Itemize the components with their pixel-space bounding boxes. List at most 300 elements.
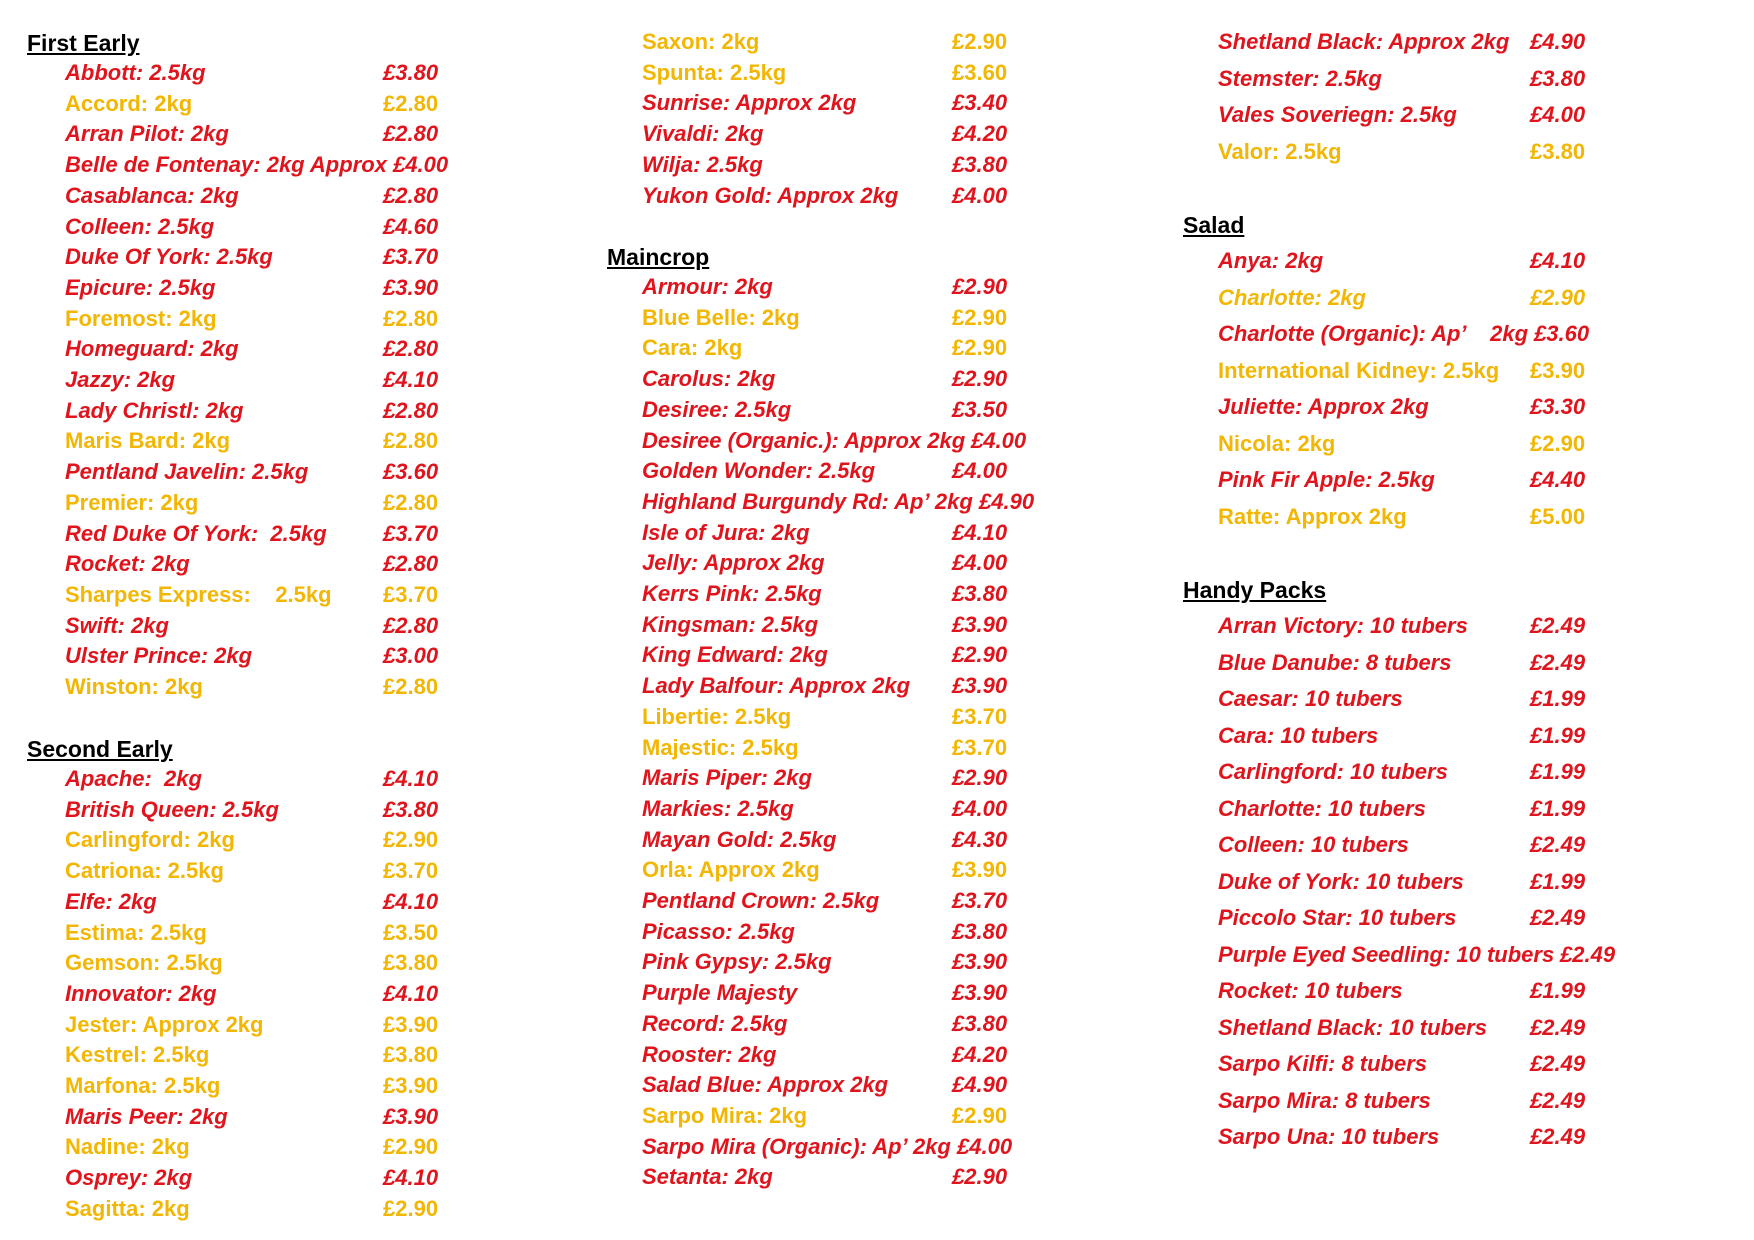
item-name: Colleen: 2.5kg [65, 213, 215, 239]
item-price: £1.99 [1530, 868, 1586, 894]
item-price: £4.90 [979, 488, 1035, 514]
price-list-item [1170, 684, 1754, 714]
price-list-item [580, 1162, 1170, 1192]
item-price: £1.99 [1530, 795, 1586, 821]
price-list-item [1170, 1086, 1754, 1116]
item-price: £4.10 [383, 888, 439, 914]
item-price: £2.90 [952, 29, 1008, 54]
item-name: Duke Of York: 2.5kg [65, 244, 273, 270]
item-name: Colleen: 10 tubers [1218, 832, 1409, 857]
item-price: £4.10 [383, 367, 439, 392]
item-name: Salad Blue: Approx 2kg [642, 1072, 889, 1098]
item-name: International Kidney: 2.5kg [1218, 357, 1500, 383]
price-list-item [1170, 137, 1754, 167]
price-list-item [1170, 940, 1754, 970]
price-list-item [580, 88, 1170, 118]
item-price: £4.00 [393, 152, 449, 178]
price-list-item [1170, 903, 1754, 933]
item-name: Vivaldi: 2kg [642, 121, 764, 147]
price-list-item [580, 579, 1170, 609]
item-name: Sagitta: 2kg [65, 1195, 190, 1221]
item-price: £3.80 [952, 151, 1008, 177]
item-name: Markies: 2.5kg [642, 795, 794, 821]
price-list-item [0, 918, 580, 948]
item-price: £2.90 [383, 1134, 439, 1160]
item-price: £3.80 [383, 60, 439, 85]
item-name: Blue Danube: 8 tubers [1218, 649, 1452, 675]
price-list-item [1170, 867, 1754, 897]
item-price: £2.80 [383, 428, 439, 454]
price-list-item [0, 1194, 580, 1224]
price-list-item [580, 303, 1170, 333]
item-price: £3.70 [952, 888, 1008, 913]
price-list-item [580, 487, 1170, 517]
item-price: £4.00 [952, 550, 1008, 576]
price-list-item [1170, 319, 1754, 349]
price-list-item [1170, 356, 1754, 386]
price-list-item [1170, 1122, 1754, 1152]
item-price: £2.90 [383, 1195, 439, 1221]
price-list-item [0, 825, 580, 855]
item-name: Pentland Crown: 2.5kg [642, 888, 880, 913]
price-list-item [0, 764, 580, 794]
item-name: Homeguard: 2kg [65, 336, 239, 362]
item-name: Foremost: 2kg [65, 305, 217, 331]
item-name: Marfona: 2.5kg [65, 1073, 221, 1098]
item-name: Carlingford: 2kg [65, 827, 235, 853]
price-list-item [0, 1102, 580, 1132]
item-price: £3.40 [952, 90, 1008, 116]
price-list-item [1170, 429, 1754, 459]
price-list-item [580, 917, 1170, 947]
item-price: £2.80 [383, 674, 439, 699]
item-name: Abbott: 2.5kg [65, 60, 206, 85]
item-name: Kingsman: 2.5kg [642, 611, 819, 637]
item-price: £2.80 [383, 305, 439, 331]
item-price: £3.00 [383, 643, 439, 669]
item-price: £3.90 [952, 673, 1008, 699]
price-list-item [580, 610, 1170, 640]
price-list-item [1170, 502, 1754, 532]
item-name: Saxon: 2kg [642, 29, 760, 54]
item-name: Anya: 2kg [1218, 248, 1324, 273]
item-name: Ratte: Approx 2kg [1218, 503, 1407, 529]
section-heading: Second Early [27, 736, 173, 762]
item-price: £4.00 [952, 795, 1008, 821]
item-price: £4.20 [952, 1041, 1008, 1067]
price-list-item [580, 886, 1170, 916]
price-list-item [0, 457, 580, 487]
price-list-item [1170, 648, 1754, 678]
item-price: £2.80 [383, 397, 439, 423]
item-price: £4.10 [1530, 248, 1586, 273]
price-list-item [580, 364, 1170, 394]
item-name: Wilja: 2.5kg [642, 151, 763, 177]
price-list-item [580, 58, 1170, 88]
price-list-item [1170, 1013, 1754, 1043]
item-name: Carolus: 2kg [642, 366, 776, 392]
price-list-item [0, 580, 580, 610]
item-price: £4.00 [957, 1133, 1013, 1159]
price-list-item [0, 150, 580, 180]
price-list-item [580, 671, 1170, 701]
item-price: £4.00 [952, 182, 1008, 208]
price-list-item [0, 304, 580, 334]
item-price: £3.60 [383, 459, 439, 485]
item-price: £3.90 [952, 611, 1008, 637]
price-list-item [1170, 611, 1754, 641]
price-list-item [0, 672, 580, 702]
price-list-item [1170, 794, 1754, 824]
item-name: Pink Gypsy: 2.5kg [642, 949, 832, 975]
item-name: Duke of York: 10 tubers [1218, 868, 1464, 894]
price-list-item [0, 795, 580, 825]
item-name: Picasso: 2.5kg [642, 918, 795, 944]
item-price: £4.20 [952, 121, 1008, 147]
item-price: £2.80 [383, 551, 439, 577]
price-list-item [0, 519, 580, 549]
item-price: £2.49 [1530, 1124, 1586, 1149]
item-name: Maris Bard: 2kg [65, 428, 231, 454]
price-list-item [580, 1040, 1170, 1070]
item-name: Sarpo Mira: 8 tubers [1218, 1087, 1431, 1113]
price-list-item [1170, 246, 1754, 276]
item-name: Juliette: Approx 2kg [1218, 394, 1429, 419]
item-name: Winston: 2kg [65, 674, 203, 699]
price-list-item [580, 456, 1170, 486]
item-name: Stemster: 2.5kg [1218, 65, 1382, 91]
item-price: £3.60 [952, 59, 1008, 85]
item-name: Estima: 2.5kg [65, 919, 207, 945]
item-name: Blue Belle: 2kg [642, 304, 800, 330]
item-price: £3.90 [952, 980, 1008, 1006]
section-heading: Salad [1183, 212, 1245, 238]
price-list-item [580, 27, 1170, 57]
item-name: Record: 2.5kg [642, 1010, 788, 1036]
item-price: £1.99 [1530, 722, 1586, 748]
item-name: Yukon Gold: Approx 2kg [642, 182, 899, 208]
price-list-item [0, 856, 580, 886]
price-list-item [580, 794, 1170, 824]
item-price: £3.70 [952, 734, 1008, 760]
price-list-item [580, 272, 1170, 302]
price-list-item [0, 488, 580, 518]
item-name: Libertie: 2.5kg [642, 703, 792, 729]
item-price: £3.70 [383, 520, 439, 546]
item-name: Pentland Javelin: 2.5kg [65, 459, 309, 485]
price-list-item [0, 1071, 580, 1101]
item-price: £4.00 [1530, 102, 1586, 127]
section-heading: First Early [27, 30, 140, 56]
item-name: Desiree: 2.5kg [642, 396, 792, 422]
item-price: £2.90 [383, 827, 439, 853]
item-price: £4.00 [971, 427, 1027, 453]
item-name: Elfe: 2kg [65, 888, 157, 914]
price-list-item [0, 1040, 580, 1070]
item-name: Vales Soveriegn: 2.5kg [1218, 102, 1457, 127]
item-price: £4.90 [1530, 29, 1586, 54]
price-list-item [580, 426, 1170, 456]
item-price: £2.90 [952, 1164, 1008, 1190]
item-price: £2.90 [952, 366, 1008, 392]
item-price: £1.99 [1530, 686, 1586, 711]
price-list-item [0, 181, 580, 211]
item-price: £3.80 [383, 950, 439, 976]
item-name: Charlotte (Organic): Ap’ 2kg [1218, 321, 1529, 346]
price-list-item [0, 89, 580, 119]
item-price: £4.10 [383, 980, 439, 1006]
item-price: £3.50 [383, 919, 439, 945]
item-price: £2.80 [383, 612, 439, 638]
item-price: £2.80 [383, 90, 439, 116]
price-list-item [580, 150, 1170, 180]
price-list-item [580, 1009, 1170, 1039]
item-name: Rocket: 10 tubers [1218, 978, 1403, 1003]
item-name: Epicure: 2.5kg [65, 274, 216, 300]
item-name: Casablanca: 2kg [65, 182, 239, 208]
item-price: £2.49 [1530, 1051, 1586, 1076]
item-price: £3.80 [1530, 138, 1586, 164]
item-price: £3.90 [383, 1073, 439, 1098]
price-list-item [0, 58, 580, 88]
item-price: £2.49 [1530, 1087, 1586, 1113]
item-name: Golden Wonder: 2.5kg [642, 458, 876, 484]
item-price: £3.90 [952, 857, 1008, 883]
item-name: Kestrel: 2.5kg [65, 1042, 210, 1068]
item-name: Caesar: 10 tubers [1218, 686, 1403, 711]
item-name: Arran Victory: 10 tubers [1218, 613, 1468, 638]
item-name: Catriona: 2.5kg [65, 858, 224, 884]
price-list-item [1170, 64, 1754, 94]
price-list-item [0, 1132, 580, 1162]
price-list-item [0, 365, 580, 395]
item-price: £2.49 [1530, 613, 1586, 638]
item-price: £2.90 [952, 304, 1008, 330]
price-list-item [0, 979, 580, 1009]
item-price: £2.49 [1560, 941, 1616, 967]
price-list-item [580, 395, 1170, 425]
item-name: Charlotte: 2kg [1218, 284, 1366, 310]
price-list-item [580, 119, 1170, 149]
item-name: Spunta: 2.5kg [642, 59, 787, 85]
price-list-item [1170, 1049, 1754, 1079]
item-name: Sharpes Express: 2.5kg [65, 581, 332, 607]
item-name: Osprey: 2kg [65, 1165, 193, 1191]
item-name: Pink Fir Apple: 2.5kg [1218, 467, 1435, 492]
price-list-item [580, 640, 1170, 670]
item-name: Isle of Jura: 2kg [642, 519, 810, 545]
item-price: £3.80 [952, 918, 1008, 944]
item-price: £2.90 [952, 765, 1008, 791]
price-list-item [1170, 392, 1754, 422]
item-name: British Queen: 2.5kg [65, 796, 279, 822]
price-list-item [0, 1010, 580, 1040]
item-name: Arran Pilot: 2kg [65, 121, 229, 147]
item-name: Sarpo Kilfi: 8 tubers [1218, 1051, 1428, 1076]
item-price: £2.80 [383, 336, 439, 362]
item-name: Apache: 2kg [65, 766, 202, 791]
item-price: £1.99 [1530, 978, 1586, 1003]
item-name: Ulster Prince: 2kg [65, 643, 253, 669]
price-list-item [0, 549, 580, 579]
item-name: Jazzy: 2kg [65, 367, 176, 392]
item-price: £2.90 [952, 1102, 1008, 1128]
item-price: £3.60 [1534, 321, 1590, 346]
price-list-item [580, 548, 1170, 578]
item-price: £3.80 [952, 581, 1008, 606]
item-name: Shetland Black: 10 tubers [1218, 1014, 1487, 1040]
item-name: Maris Piper: 2kg [642, 765, 812, 791]
item-price: £3.90 [952, 949, 1008, 975]
item-price: £2.80 [383, 182, 439, 208]
item-price: £3.70 [383, 244, 439, 270]
item-name: Purple Majesty [642, 980, 798, 1006]
price-list-item [0, 119, 580, 149]
price-list-item [0, 273, 580, 303]
price-list-item [0, 396, 580, 426]
price-list-item [1170, 721, 1754, 751]
item-price: £2.80 [383, 489, 439, 515]
item-name: Maris Peer: 2kg [65, 1103, 228, 1129]
section-heading: Maincrop [607, 244, 710, 270]
item-name: Armour: 2kg [642, 274, 773, 299]
item-name: Sarpo Mira (Organic): Ap’ 2kg [642, 1133, 951, 1159]
price-list-item [580, 702, 1170, 732]
item-name: Piccolo Star: 10 tubers [1218, 905, 1457, 930]
item-price: £2.80 [383, 121, 439, 147]
item-name: Valor: 2.5kg [1218, 138, 1342, 164]
price-list-item [0, 242, 580, 272]
price-list-item [1170, 27, 1754, 57]
item-price: £4.10 [952, 519, 1008, 545]
item-name: Belle de Fontenay: 2kg Approx [65, 152, 387, 178]
item-price: £2.49 [1530, 1014, 1586, 1040]
item-price: £3.70 [383, 858, 439, 884]
item-name: Premier: 2kg [65, 489, 199, 515]
price-list-item [580, 825, 1170, 855]
item-name: Cara: 10 tubers [1218, 722, 1379, 748]
price-list-item [580, 978, 1170, 1008]
item-price: £2.49 [1530, 649, 1586, 675]
item-name: Orla: Approx 2kg [642, 857, 820, 883]
item-name: Jester: Approx 2kg [65, 1011, 264, 1037]
price-list-item [0, 887, 580, 917]
section-heading: Handy Packs [1183, 577, 1327, 603]
item-price: £3.70 [952, 703, 1008, 729]
item-price: £1.99 [1530, 759, 1586, 784]
price-list-item [0, 212, 580, 242]
item-name: Charlotte: 10 tubers [1218, 795, 1426, 821]
item-name: Accord: 2kg [65, 90, 193, 116]
price-list-item [580, 763, 1170, 793]
item-name: Carlingford: 10 tubers [1218, 759, 1448, 784]
item-name: Nadine: 2kg [65, 1134, 190, 1160]
item-name: Majestic: 2.5kg [642, 734, 799, 760]
item-price: £4.90 [952, 1072, 1008, 1098]
price-list-item [0, 426, 580, 456]
item-price: £3.90 [1530, 357, 1586, 383]
price-list-item [1170, 757, 1754, 787]
item-price: £3.90 [383, 1011, 439, 1037]
item-price: £2.49 [1530, 832, 1586, 857]
item-name: Rocket: 2kg [65, 551, 190, 577]
price-list-item [580, 518, 1170, 548]
item-price: £2.90 [952, 274, 1008, 299]
price-list-item [0, 948, 580, 978]
item-name: Lady Balfour: Approx 2kg [642, 673, 911, 699]
item-price: £3.80 [383, 796, 439, 822]
item-price: £2.90 [952, 642, 1008, 668]
price-list-item [1170, 976, 1754, 1006]
item-name: Sarpo Mira: 2kg [642, 1102, 808, 1128]
item-name: Mayan Gold: 2.5kg [642, 826, 837, 852]
item-price: £2.90 [952, 335, 1008, 361]
item-price: £5.00 [1530, 503, 1586, 529]
price-list-item [0, 641, 580, 671]
price-list-item [580, 1070, 1170, 1100]
item-price: £3.80 [1530, 65, 1586, 91]
item-name: Sarpo Una: 10 tubers [1218, 1124, 1440, 1149]
item-name: Setanta: 2kg [642, 1164, 773, 1190]
item-name: Swift: 2kg [65, 612, 169, 638]
item-price: £4.30 [952, 826, 1008, 852]
item-price: £4.10 [383, 766, 439, 791]
item-name: Jelly: Approx 2kg [642, 550, 825, 576]
price-list-item [580, 1101, 1170, 1131]
item-price: £4.40 [1530, 467, 1586, 492]
item-price: £2.90 [1530, 284, 1586, 310]
item-name: Purple Eyed Seedling: 10 tubers [1218, 941, 1555, 967]
price-list-item [0, 1163, 580, 1193]
price-list-item [580, 181, 1170, 211]
item-name: Desiree (Organic.): Approx 2kg [642, 427, 966, 453]
price-list-item [0, 611, 580, 641]
item-price: £3.80 [383, 1042, 439, 1068]
item-price: £3.30 [1530, 394, 1586, 419]
price-list-item [1170, 830, 1754, 860]
item-price: £2.90 [1530, 430, 1586, 456]
price-list-item [580, 855, 1170, 885]
price-list-item [1170, 100, 1754, 130]
item-price: £4.10 [383, 1165, 439, 1191]
item-name: Lady Christl: 2kg [65, 397, 244, 423]
item-price: £3.80 [952, 1010, 1008, 1036]
item-name: Highland Burgundy Rd: Ap’ 2kg [642, 488, 973, 514]
item-price: £3.50 [952, 396, 1008, 422]
item-name: Red Duke Of York: 2.5kg [65, 520, 327, 546]
price-list-item [1170, 465, 1754, 495]
item-name: Rooster: 2kg [642, 1041, 777, 1067]
item-name: Sunrise: Approx 2kg [642, 90, 857, 116]
price-list-item [0, 334, 580, 364]
item-name: Kerrs Pink: 2.5kg [642, 581, 822, 606]
price-list-item [1170, 283, 1754, 313]
price-list-item [580, 333, 1170, 363]
price-list-item [580, 733, 1170, 763]
item-name: Cara: 2kg [642, 335, 743, 361]
item-price: £3.90 [383, 274, 439, 300]
item-name: Gemson: 2.5kg [65, 950, 223, 976]
item-price: £3.70 [383, 581, 439, 607]
price-list-item [580, 1132, 1170, 1162]
item-price: £3.90 [383, 1103, 439, 1129]
price-list-item [580, 947, 1170, 977]
item-price: £4.00 [952, 458, 1008, 484]
item-name: Nicola: 2kg [1218, 430, 1336, 456]
item-name: Shetland Black: Approx 2kg [1218, 29, 1510, 54]
item-name: King Edward: 2kg [642, 642, 828, 668]
item-price: £2.49 [1530, 905, 1586, 930]
